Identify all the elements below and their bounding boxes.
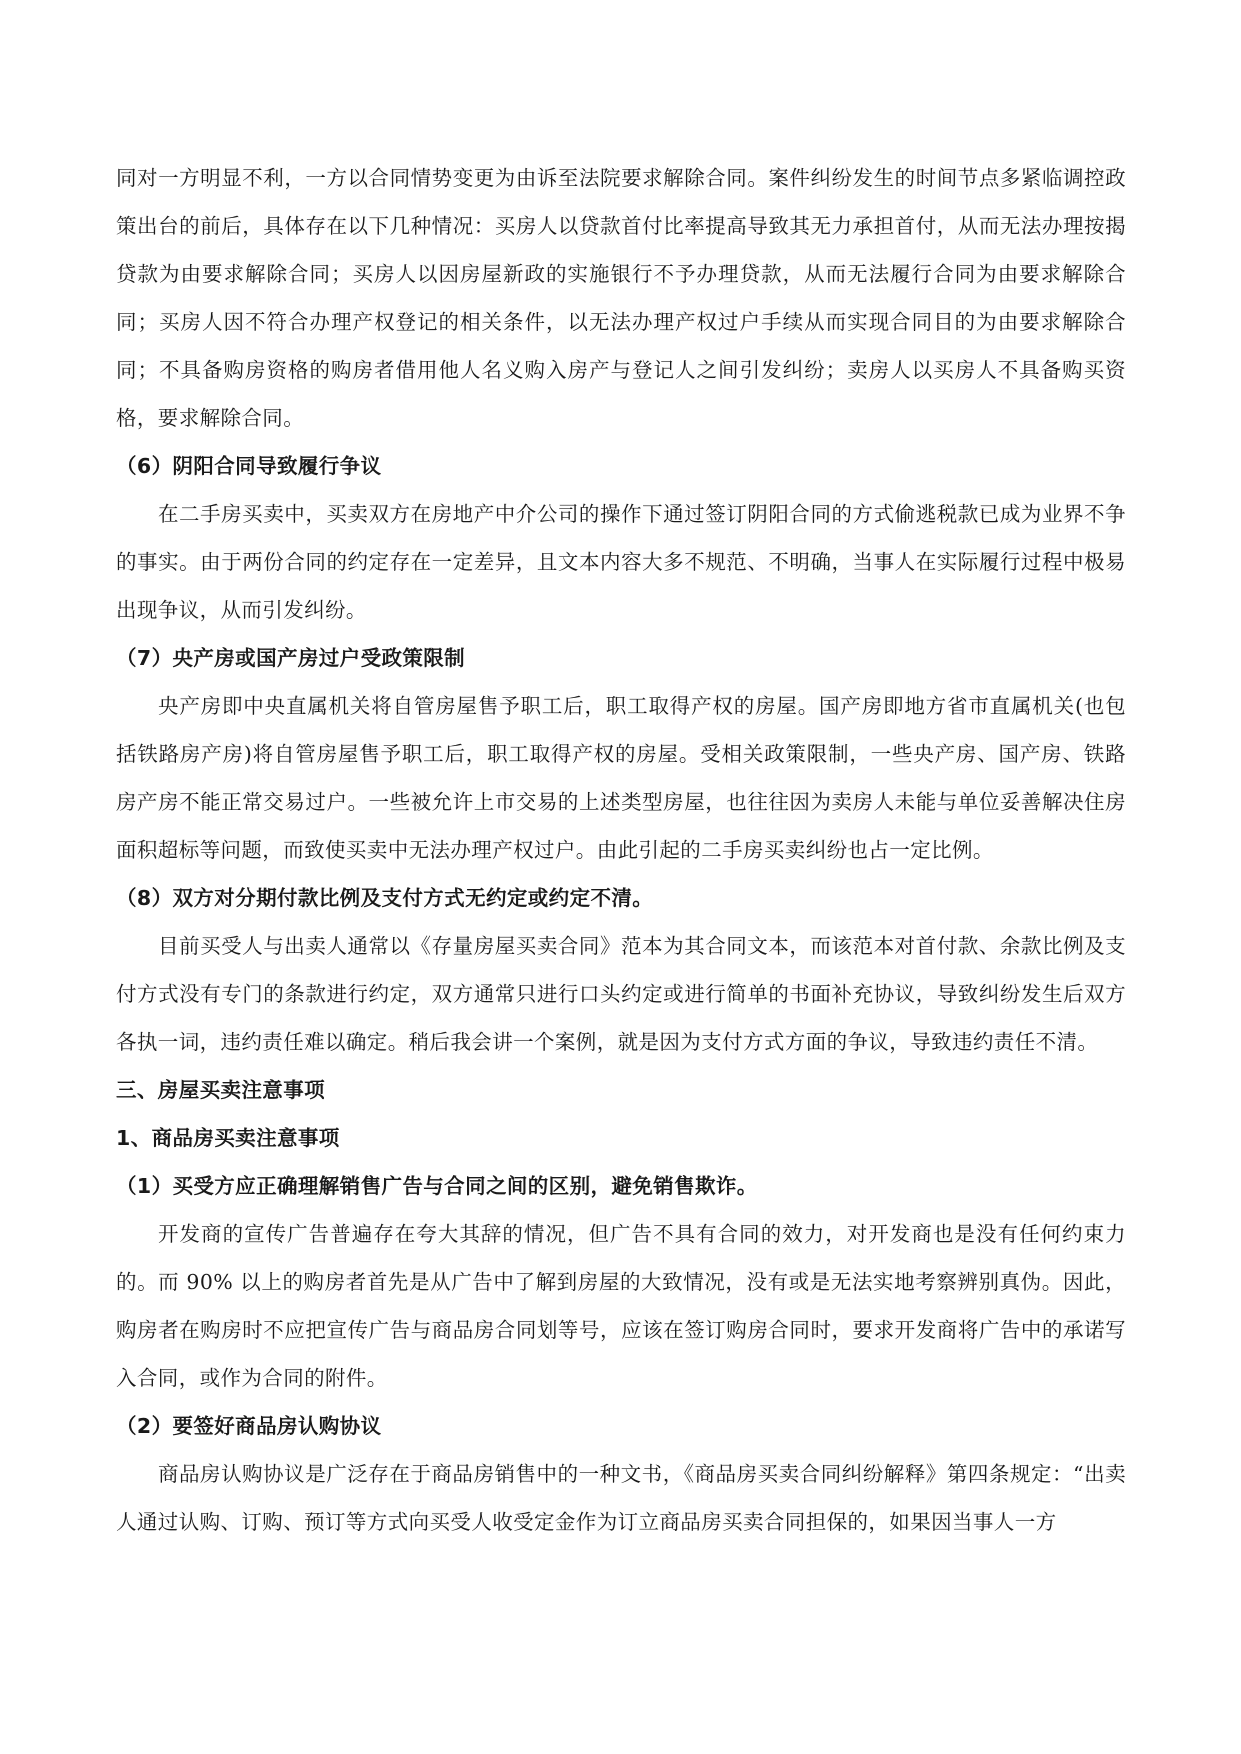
heading-subscription-agreement: （2）要签好商品房认购协议 bbox=[116, 1414, 382, 1438]
paragraph-central-property-transfer: 央产房即中央直属机关将自管房屋售予职工后，职工取得产权的房屋。国产房即地方省市直属机关(也包括铁路房产房)将自管房屋售予职工后，职工取得产权的房屋。受相关政策限制，一些央产房、国产房、铁路房产房不能正常交易过户。一些被允许上市交易的上述类型房屋，也往往因为卖房人未能与单位妥善解决住房面积超标等问题，而致使买卖中无法办理产权过户。由此引起的二手房买卖纠纷也占一定比例。 bbox=[116, 694, 1126, 862]
paragraph-subscription-agreement: 商品房认购协议是广泛存在于商品房销售中的一种文书，《商品房买卖合同纠纷解释》第四条规定：“出卖人通过认购、订购、预订等方式向买受人收受定金作为订立商品房买卖合同担保的，如果因当事人一方 bbox=[116, 1462, 1126, 1534]
heading-central-property-transfer: （7）央产房或国产房过户受政策限制 bbox=[116, 646, 466, 670]
heading-installment-payment: （8）双方对分期付款比例及支付方式无约定或约定不清。 bbox=[116, 886, 654, 910]
paragraph-sales-advertising: 开发商的宣传广告普遍存在夸大其辞的情况，但广告不具有合同的效力，对开发商也是没有任何约束力的。而 90% 以上的购房者首先是从广告中了解到房屋的大致情况，没有或是无法实地考察辨别真伪。因此，购房者在购房时不应把宣传广告与商品房合同划等号，应该在签订购房合同时，要求开发商将广告中的承诺写入合同，或作为合同的附件。 bbox=[116, 1222, 1126, 1390]
paragraph-contract-change: 同对一方明显不利，一方以合同情势变更为由诉至法院要求解除合同。案件纠纷发生的时间节点多紧临调控政策出台的前后，具体存在以下几种情况：买房人以贷款首付比率提高导致其无力承担首付，从而无法办理按揭贷款为由要求解除合同；买房人以因房屋新政的实施银行不予办理贷款，从而无法履行合同为由要求解除合同；买房人因不符合办理产权登记的相关条件，以无法办理产权过户手续从而实现合同目的为由要求解除合同；不具备购房资格的购房者借用他人名义购入房产与登记人之间引发纠纷；卖房人以买房人不具备购买资格，要求解除合同。 bbox=[116, 166, 1126, 430]
paragraph-installment-payment: 目前买受人与出卖人通常以《存量房屋买卖合同》范本为其合同文本，而该范本对首付款、余款比例及支付方式没有专门的条款进行约定，双方通常只进行口头约定或进行简单的书面补充协议，导致纠纷发生后双方各执一词，违约责任难以确定。稍后我会讲一个案例，就是因为支付方式方面的争议，导致违约责任不清。 bbox=[116, 934, 1126, 1054]
heading-yin-yang-contract: （6）阴阳合同导致履行争议 bbox=[116, 454, 382, 478]
paragraph-yin-yang-contract: 在二手房买卖中，买卖双方在房地产中介公司的操作下通过签订阴阳合同的方式偷逃税款已成为业界不争的事实。由于两份合同的约定存在一定差异，且文本内容大多不规范、不明确，当事人在实际履行过程中极易出现争议，从而引发纠纷。 bbox=[116, 502, 1126, 622]
document-body bbox=[116, 154, 1126, 1546]
heading-section-three: 三、房屋买卖注意事项 bbox=[116, 1078, 325, 1102]
heading-sales-advertising: （1）买受方应正确理解销售广告与合同之间的区别，避免销售欺诈。 bbox=[116, 1174, 758, 1198]
heading-commercial-housing: 1、商品房买卖注意事项 bbox=[116, 1126, 340, 1150]
